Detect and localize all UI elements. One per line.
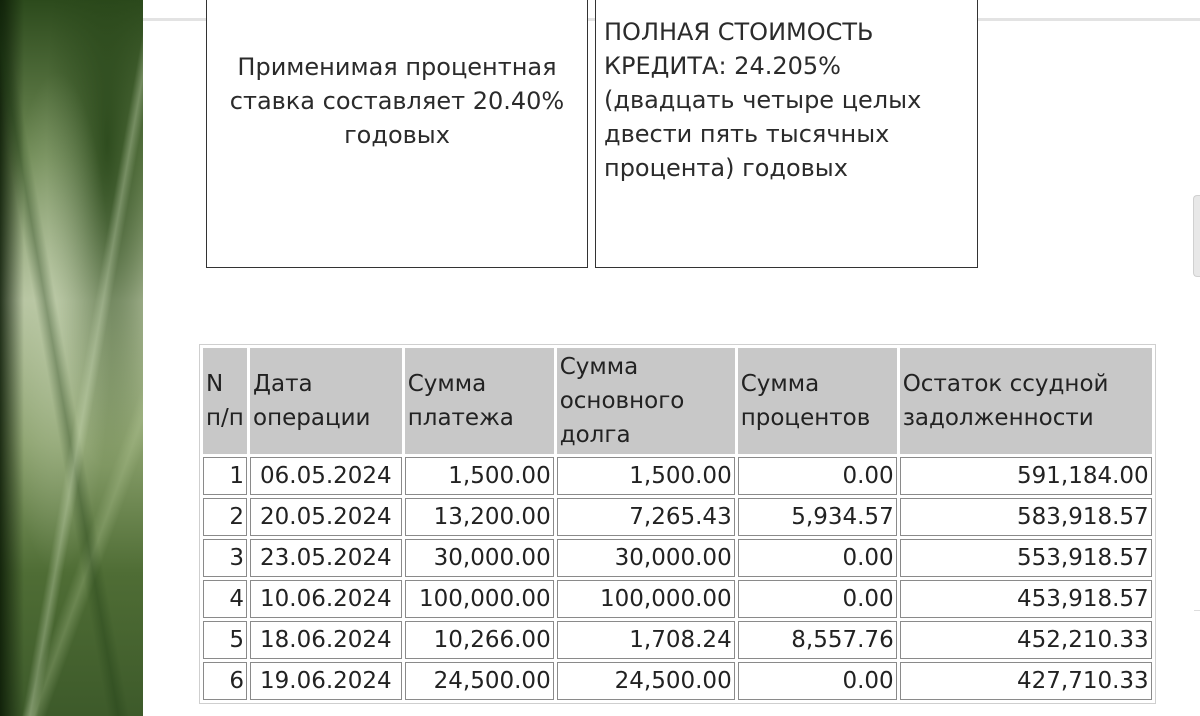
cell-principal: 30,000.00 — [557, 539, 735, 577]
background-grass-image — [0, 0, 143, 716]
cell-interest: 0.00 — [738, 457, 897, 495]
cell-date: 18.06.2024 — [250, 621, 402, 659]
cell-payment: 10,266.00 — [405, 621, 554, 659]
table-row — [203, 539, 1152, 577]
table-row — [203, 498, 1152, 536]
cell-interest: 0.00 — [738, 580, 897, 618]
cell-date: 23.05.2024 — [250, 539, 402, 577]
header-principal-amount: Сумма основного долга — [557, 348, 735, 454]
cell-principal: 1,500.00 — [557, 457, 735, 495]
interest-rate-text: Применимая процентная ставка составляет 20.40% годовых — [229, 53, 565, 149]
cell-payment: 24,500.00 — [405, 662, 554, 700]
header-number: N п/п — [203, 348, 247, 454]
cell-number: 3 — [203, 539, 247, 577]
payment-schedule-table — [199, 344, 1156, 704]
table-row — [203, 621, 1152, 659]
cell-balance: 553,918.57 — [900, 539, 1152, 577]
cell-interest: 8,557.76 — [738, 621, 897, 659]
cell-number: 5 — [203, 621, 247, 659]
cell-balance: 583,918.57 — [900, 498, 1152, 536]
header-remaining-balance: Остаток ссудной задолженности — [900, 348, 1152, 454]
cell-number: 6 — [203, 662, 247, 700]
cell-number: 2 — [203, 498, 247, 536]
cell-payment: 1,500.00 — [405, 457, 554, 495]
header-date: Дата операции — [250, 348, 402, 454]
cell-date: 19.06.2024 — [250, 662, 402, 700]
cell-date: 10.06.2024 — [250, 580, 402, 618]
cell-balance: 453,918.57 — [900, 580, 1152, 618]
cell-principal: 1,708.24 — [557, 621, 735, 659]
cell-number: 4 — [203, 580, 247, 618]
table-header-row — [203, 348, 1152, 454]
table-row — [203, 662, 1152, 700]
cell-interest: 0.00 — [738, 662, 897, 700]
cell-date: 20.05.2024 — [250, 498, 402, 536]
cell-interest: 0.00 — [738, 539, 897, 577]
cell-principal: 100,000.00 — [557, 580, 735, 618]
full-credit-cost-box — [595, 0, 978, 268]
cell-balance: 591,184.00 — [900, 457, 1152, 495]
cell-payment: 30,000.00 — [405, 539, 554, 577]
side-panel-handle[interactable] — [1193, 195, 1200, 277]
table-row — [203, 457, 1152, 495]
side-divider — [1194, 610, 1200, 611]
header-payment-amount: Сумма платежа — [405, 348, 554, 454]
cell-interest: 5,934.57 — [738, 498, 897, 536]
cell-date: 06.05.2024 — [250, 457, 402, 495]
cell-payment: 13,200.00 — [405, 498, 554, 536]
cell-payment: 100,000.00 — [405, 580, 554, 618]
cell-principal: 24,500.00 — [557, 662, 735, 700]
cell-principal: 7,265.43 — [557, 498, 735, 536]
table-row — [203, 580, 1152, 618]
header-interest-amount: Сумма процентов — [738, 348, 897, 454]
cell-number: 1 — [203, 457, 247, 495]
cell-balance: 452,210.33 — [900, 621, 1152, 659]
full-credit-cost-text: ПОЛНАЯ СТОИМОСТЬ КРЕДИТА: 24.205% (двадцать четыре целых двести пять тысячных процента) годовых — [604, 18, 922, 182]
interest-rate-box — [206, 0, 588, 268]
cell-balance: 427,710.33 — [900, 662, 1152, 700]
